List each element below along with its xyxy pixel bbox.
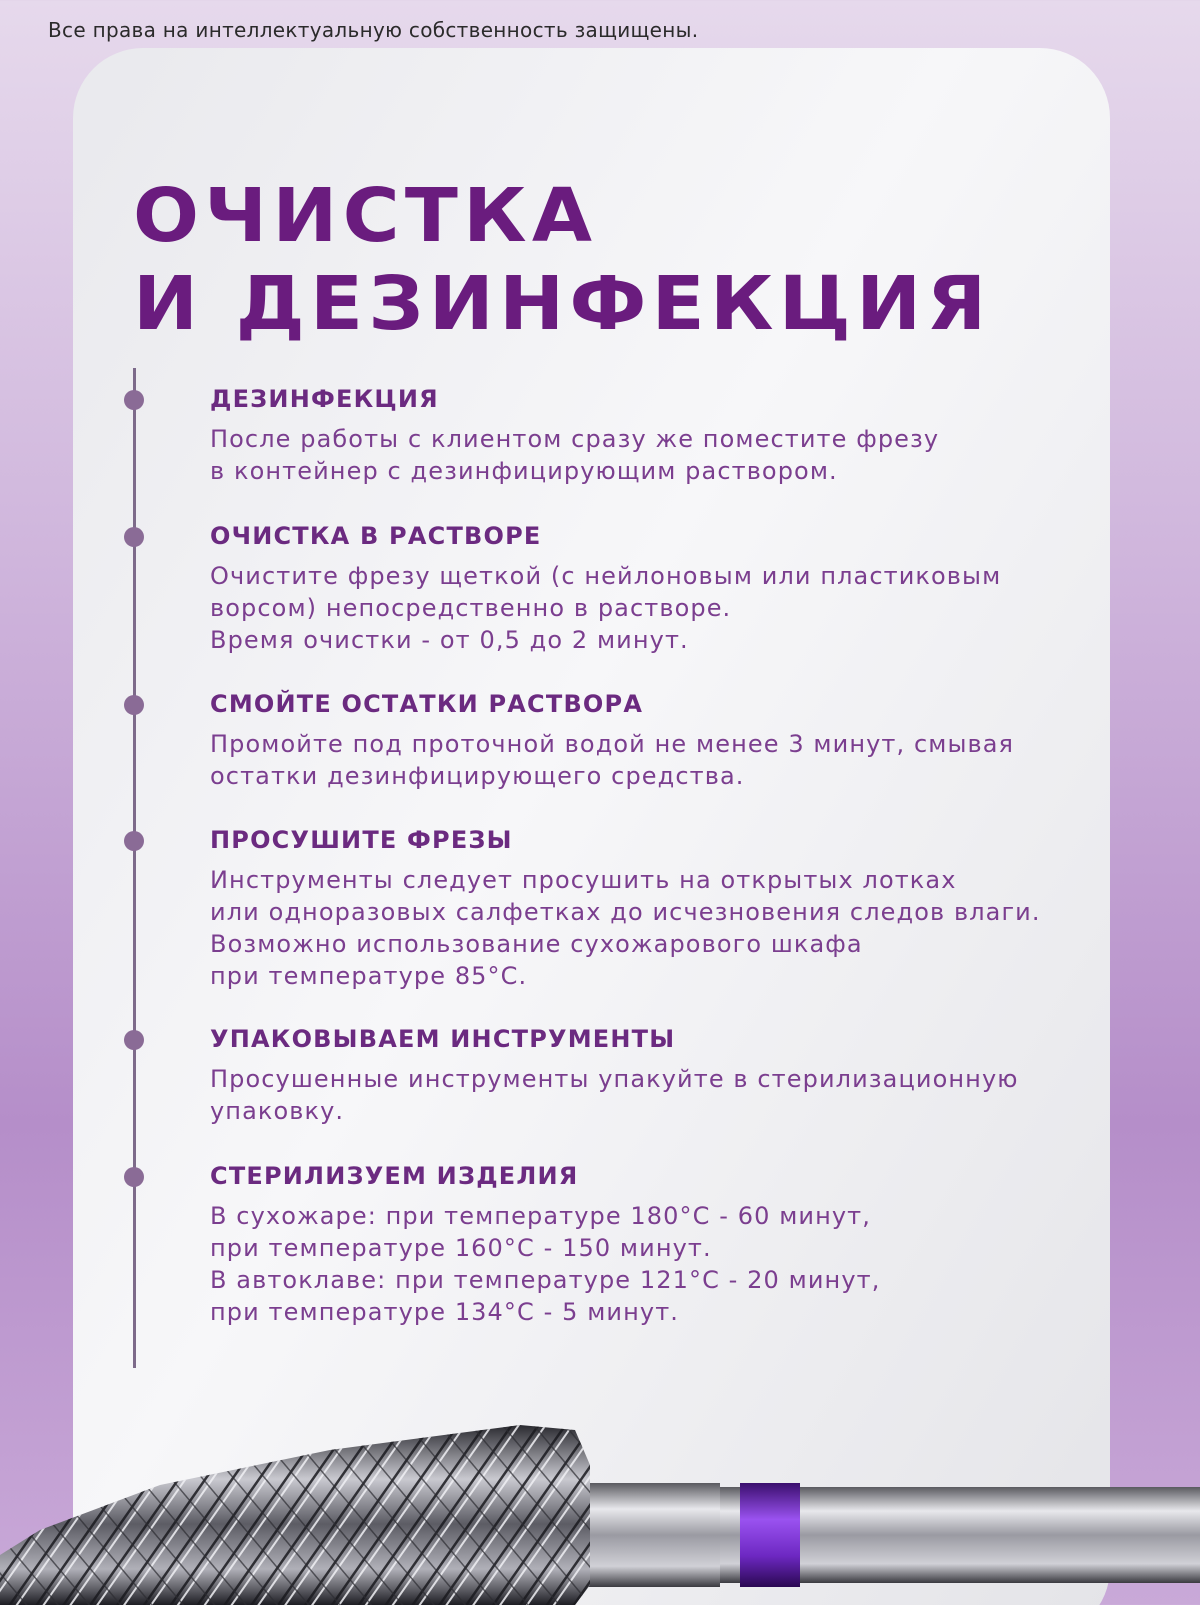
step-text-line: при температуре 160°C - 150 минут. (210, 1234, 712, 1262)
step-description (210, 728, 1014, 792)
step-text-line: Очистите фрезу щеткой (с нейлоновым или пластиковым (210, 562, 1002, 590)
step-text-line: в контейнер с дезинфицирующим раствором. (210, 457, 838, 485)
step-text-line: Инструменты следует просушить на открытых лотках (210, 866, 957, 894)
copyright-notice: Все права на интеллектуальную собственность защищены. (48, 18, 699, 42)
step-title: ДЕЗИНФЕКЦИЯ (210, 385, 439, 413)
step-title: СТЕРИЛИЗУЕМ ИЗДЕЛИЯ (210, 1162, 579, 1190)
step-text-line: или одноразовых салфетках до исчезновения следов влаги. (210, 898, 1041, 926)
step-description (210, 560, 1001, 656)
page-title-line-2: И ДЕЗИНФЕКЦИЯ (133, 261, 992, 347)
step-description (210, 423, 939, 487)
step-text-line: Время очистки - от 0,5 до 2 минут. (210, 626, 689, 654)
timeline-line (133, 368, 136, 1368)
step-text-line: Просушенные инструменты упакуйте в стерилизационную (210, 1065, 1019, 1093)
step-description (210, 864, 1041, 992)
timeline-dot (124, 695, 144, 715)
step-title: УПАКОВЫВАЕМ ИНСТРУМЕНТЫ (210, 1025, 676, 1053)
step-title: ОЧИСТКА В РАСТВОРЕ (210, 522, 542, 550)
timeline-dot (124, 390, 144, 410)
step-text-line: В автоклаве: при температуре 121°C - 20 минут, (210, 1266, 881, 1294)
step-text-line: Возможно использование сухожарового шкафа (210, 930, 863, 958)
step-text-line: остатки дезинфицирующего средства. (210, 762, 745, 790)
step-text-line: упаковку. (210, 1097, 345, 1125)
timeline-dot (124, 1030, 144, 1050)
step-description (210, 1063, 1019, 1127)
timeline-dot (124, 527, 144, 547)
page-title-line-1: ОЧИСТКА (133, 173, 598, 259)
step-text-line: при температуре 85°C. (210, 962, 528, 990)
step-text-line: при температуре 134°C - 5 минут. (210, 1298, 680, 1326)
timeline-dot (124, 831, 144, 851)
timeline-dot (124, 1167, 144, 1187)
step-text-line: Промойте под проточной водой не менее 3 минут, смывая (210, 730, 1015, 758)
nail-drill-bit-image (0, 1425, 1200, 1605)
step-description (210, 1200, 880, 1328)
step-text-line: После работы с клиентом сразу же поместите фрезу (210, 425, 940, 453)
step-text-line: В сухожаре: при температуре 180°C - 60 минут, (210, 1202, 871, 1230)
step-title: ПРОСУШИТЕ ФРЕЗЫ (210, 826, 513, 854)
step-text-line: ворсом) непосредственно в растворе. (210, 594, 732, 622)
step-title: СМОЙТЕ ОСТАТКИ РАСТВОРА (210, 690, 644, 718)
page-title (133, 172, 991, 348)
drill-bit-icon (0, 1425, 1200, 1605)
